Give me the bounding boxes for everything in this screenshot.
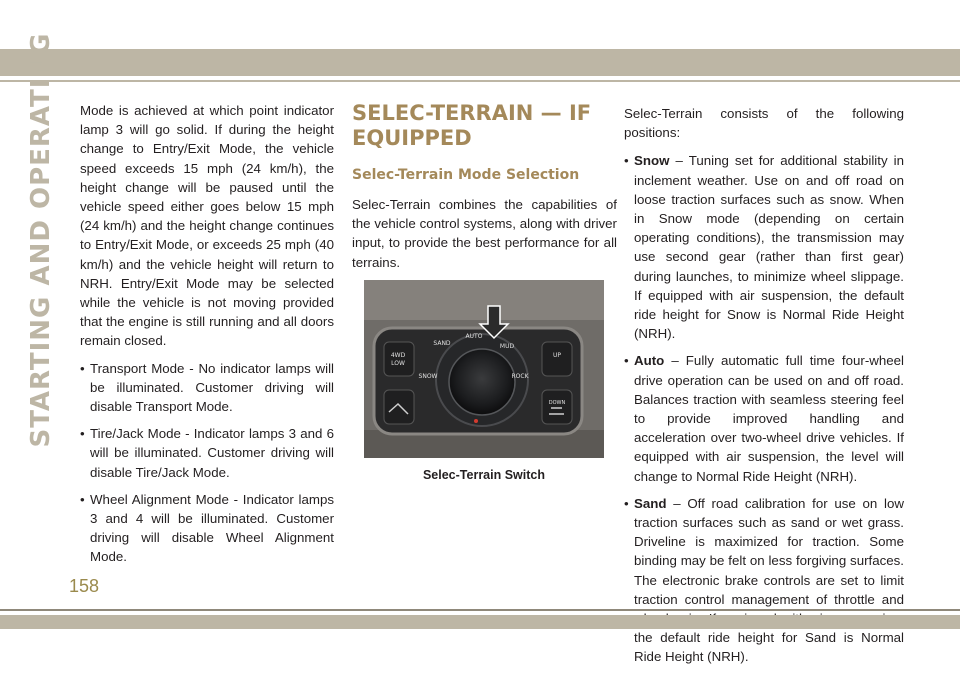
bullet-item: • Snow – Tuning set for additional stability in inclement weather. Use on and off road on loose traction surfaces such as snow. When in Snow mode (depending on certain operating conditions), the transmission may use second gear (rather than first gear) during launches, to minimize wheel slippage. If equipped with air suspension, the default ride height for Snow is Normal Ride Height (NRH). [624, 153, 904, 342]
4wd-label: 4WD [390, 351, 406, 359]
header-band [0, 49, 960, 76]
column-right [624, 104, 904, 675]
section-title: SELEC-TERRAIN — IF EQUIPPED [352, 101, 592, 150]
footer-band [0, 615, 960, 629]
body-paragraph: Mode is achieved at which point indicator lamp 3 will go solid. If during the height change to Entry/Exit Mode, the vehicle speed exceeds 15 mph (24 km/h), the height change will be paused until the vehicle speed either goes below 15 mph (24 km/h) and the height change continues to Entry/Exit Mode, or exceeds 25 mph (40 km/h) and the vehicle height will return to NRH. Entry/Exit Mode may be selected while the vehicle is not moving provided that the engine is still running and all doors remain closed. [80, 103, 334, 349]
sand-label: SAND [433, 339, 451, 347]
rock-label: ROCK [511, 372, 529, 380]
bullet-item: • Transport Mode - No indicator lamps will be illuminated. Customer driving will disable Transport Mode. [80, 360, 334, 415]
bullet-item: • Auto – Fully automatic full time four-wheel drive operation can be used on and off road. Balances traction with seamless steering feel to provide improved handling and acceleration over two-wheel drive vehicles. If equipped with air suspension, the level will change to Normal Ride Height (NRH). [624, 353, 904, 484]
low-label: LOW [391, 359, 405, 367]
page-number: 158 [69, 576, 100, 596]
mud-label: MUD [499, 342, 515, 350]
body-paragraph: Selec-Terrain consists of the following positions: [624, 106, 904, 141]
down-label: DOWN [548, 399, 566, 406]
auto-label: AUTO [465, 332, 483, 340]
chapter-side-title: STARTING AND OPERATING [26, 32, 56, 448]
bullet-item: • Sand – Off road calibration for use on low traction surfaces such as sand or wet grass. Driveline is maximized for traction. Some binding may be felt on less forgiving surfaces. The electronic brake controls are set to limit traction control management of throttle and the default ride height for Sand is Normal Ride Height (NRH). [624, 495, 904, 665]
bullet-item: • Wheel Alignment Mode - Indicator lamps 3 and 4 will be illuminated. Customer driving will disable Wheel Alignment Mode. [80, 491, 334, 565]
figure-caption: Selec-Terrain Switch [422, 467, 546, 482]
body-paragraph: Selec-Terrain combines the capabilities of the vehicle control systems, along with driver input, to provide the best performance for all terrains. [352, 197, 617, 270]
up-label: UP [552, 351, 562, 359]
footer-rule [0, 609, 960, 611]
header-rule [0, 80, 960, 82]
selec-terrain-switch-photo [364, 280, 604, 458]
column-left [80, 101, 334, 575]
column-middle [352, 101, 617, 485]
bullet-item: • Tire/Jack Mode - Indicator lamps 3 and 6 will be illuminated. Customer driving will disable Tire/Jack Mode. [80, 426, 334, 480]
snow-label: SNOW [418, 372, 438, 380]
subsection-title: Selec-Terrain Mode Selection [352, 167, 580, 183]
